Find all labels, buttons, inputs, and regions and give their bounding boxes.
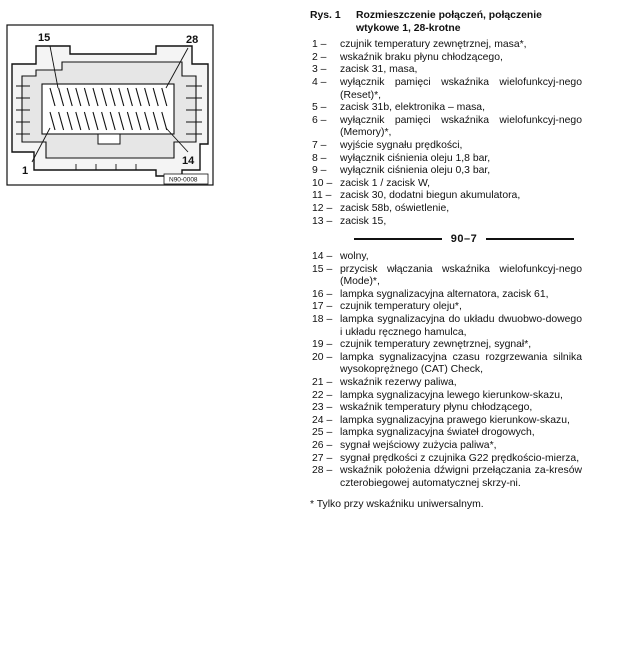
item-number: 23 – [312,402,333,414]
label-pin-14: 14 [182,155,195,167]
item-number: 9 – [312,165,327,177]
item-number: 22 – [312,389,333,401]
list-item [312,402,582,415]
item-text: wskaźnik temperatury płynu chłodzącego, [340,402,533,414]
item-text: czujnik temperatury oleju*, [340,301,462,313]
list-item [312,115,582,140]
list-item [312,377,582,390]
item-text: sygnał wejściowy zużycia paliwa*, [340,440,497,451]
item-number: 2 – [312,51,327,63]
figure-caption [310,10,582,35]
list-item [312,390,582,403]
caption-title: Rozmieszczenie połączeń, połączenie wtykowe 1, 28-krotne [356,10,542,34]
item-number: 5 – [312,102,327,114]
list-item [312,465,582,490]
item-text: zacisk 15, [340,215,387,227]
item-text: wskaźnik rezerwy paliwa, [340,377,457,389]
page-rule-left [354,238,442,240]
label-pin-15: 15 [38,32,51,44]
item-number: 18 – [312,314,333,326]
item-text: lampka sygnalizacyjna świateł drogowych, [340,427,535,439]
item-text: czujnik temperatury zewnętrznej, sygnał*, [340,339,532,351]
item-number: 28 – [312,465,333,477]
page-marker [354,232,574,246]
pin-list-part-2 [312,251,582,490]
page-rule-right [486,238,574,240]
locking-notch [98,134,120,144]
item-number: 12 – [312,202,333,214]
item-text: zacisk 31, masa, [340,64,418,76]
item-number: 21 – [312,377,333,389]
item-text: zacisk 1 / zacisk W, [340,177,431,189]
list-item [312,52,582,65]
item-number: 25 – [312,427,333,439]
list-item [312,64,582,77]
item-number: 10 – [312,177,333,189]
item-number: 14 – [312,251,333,263]
item-number: 26 – [312,440,333,451]
footnote: * Tylko przy wskaźniku uniwersalnym. [310,499,484,511]
item-text: lampka sygnalizacyjna do układu dwuobwo-dowego i układu ręcznego hamulca, [340,314,582,338]
item-number: 16 – [312,288,333,300]
item-text: wyłącznik ciśnienia oleju 1,8 bar, [340,152,491,164]
list-item [312,415,582,428]
item-number: 17 – [312,301,333,313]
list-item [312,190,582,203]
connector-figure [6,24,214,186]
item-number: 27 – [312,452,333,464]
pin-list-part-1 [312,39,582,228]
item-text: wyłącznik ciśnienia oleju 0,3 bar, [340,165,491,177]
item-text: sygnał prędkości z czujnika G22 prędkościo-mierza, [340,452,580,464]
list-item [312,251,582,264]
item-number: 7 – [312,139,327,151]
list-item [312,178,582,191]
list-item [312,102,582,115]
list-item [312,453,582,466]
list-item [312,39,582,52]
page-number: 90–7 [450,232,478,245]
list-item [312,216,582,229]
item-text: wskaźnik położenia dźwigni przełączania za-kresów czterobiegowej automatycznej skrzy-ni. [340,465,582,489]
item-text: lampka sygnalizacyjna prawego kierunkow-skazu, [340,414,570,426]
list-item [312,352,582,377]
item-number: 8 – [312,152,327,164]
item-number: 4 – [312,76,327,88]
list-item [312,314,582,339]
item-number: 19 – [312,339,333,351]
item-number: 15 – [312,263,333,275]
caption-prefix: Rys. 1 [310,10,341,21]
label-pin-1: 1 [22,165,29,177]
item-text: wolny, [340,251,369,263]
item-text: przycisk włączania wskaźnika wielofunkcyj-nego (Mode)*, [340,263,582,288]
item-number: 20 – [312,351,333,363]
item-text: wskaźnik braku płynu chłodzącego, [340,51,503,63]
item-number: 6 – [312,114,327,126]
item-number: 1 – [312,39,327,51]
list-item [312,165,582,178]
item-text: zacisk 31b, elektronika – masa, [340,102,485,114]
item-text: wyłącznik pamięci wskaźnika wielofunkcyj-nego (Memory)*, [340,114,582,139]
list-item [312,264,582,289]
connector-diagram [6,24,214,186]
list-item [312,301,582,314]
list-item [312,153,582,166]
label-pin-28: 28 [186,34,199,46]
item-text: wyłącznik pamięci wskaźnika wielofunkcyj-nego (Reset)*, [340,76,582,101]
item-text: lampka sygnalizacyjna alternatora, zacisk 61, [340,288,549,300]
list-item [312,289,582,302]
list-item [312,427,582,440]
list-item [312,339,582,352]
list-item [312,203,582,216]
item-number: 11 – [312,190,332,202]
item-text: czujnik temperatury zewnętrznej, masa*, [340,39,527,51]
list-item [312,440,582,453]
list-item [312,140,582,153]
item-text: zacisk 58b, oświetlenie, [340,202,450,214]
item-number: 13 – [312,215,333,227]
figure-reference: N90-0008 [169,176,198,184]
item-number: 3 – [312,64,327,76]
item-text: lampka sygnalizacyjna lewego kierunkow-skazu, [340,389,563,401]
item-text: zacisk 30, dodatni biegun akumulatora, [340,190,521,202]
legend-column [310,10,582,512]
list-item [312,77,582,102]
item-number: 24 – [312,414,333,426]
item-text: wyjście sygnału prędkości, [340,139,463,151]
item-text: lampka sygnalizacyjna czasu rozgrzewania silnika wysokoprężnego (CAT) Check, [340,351,582,376]
